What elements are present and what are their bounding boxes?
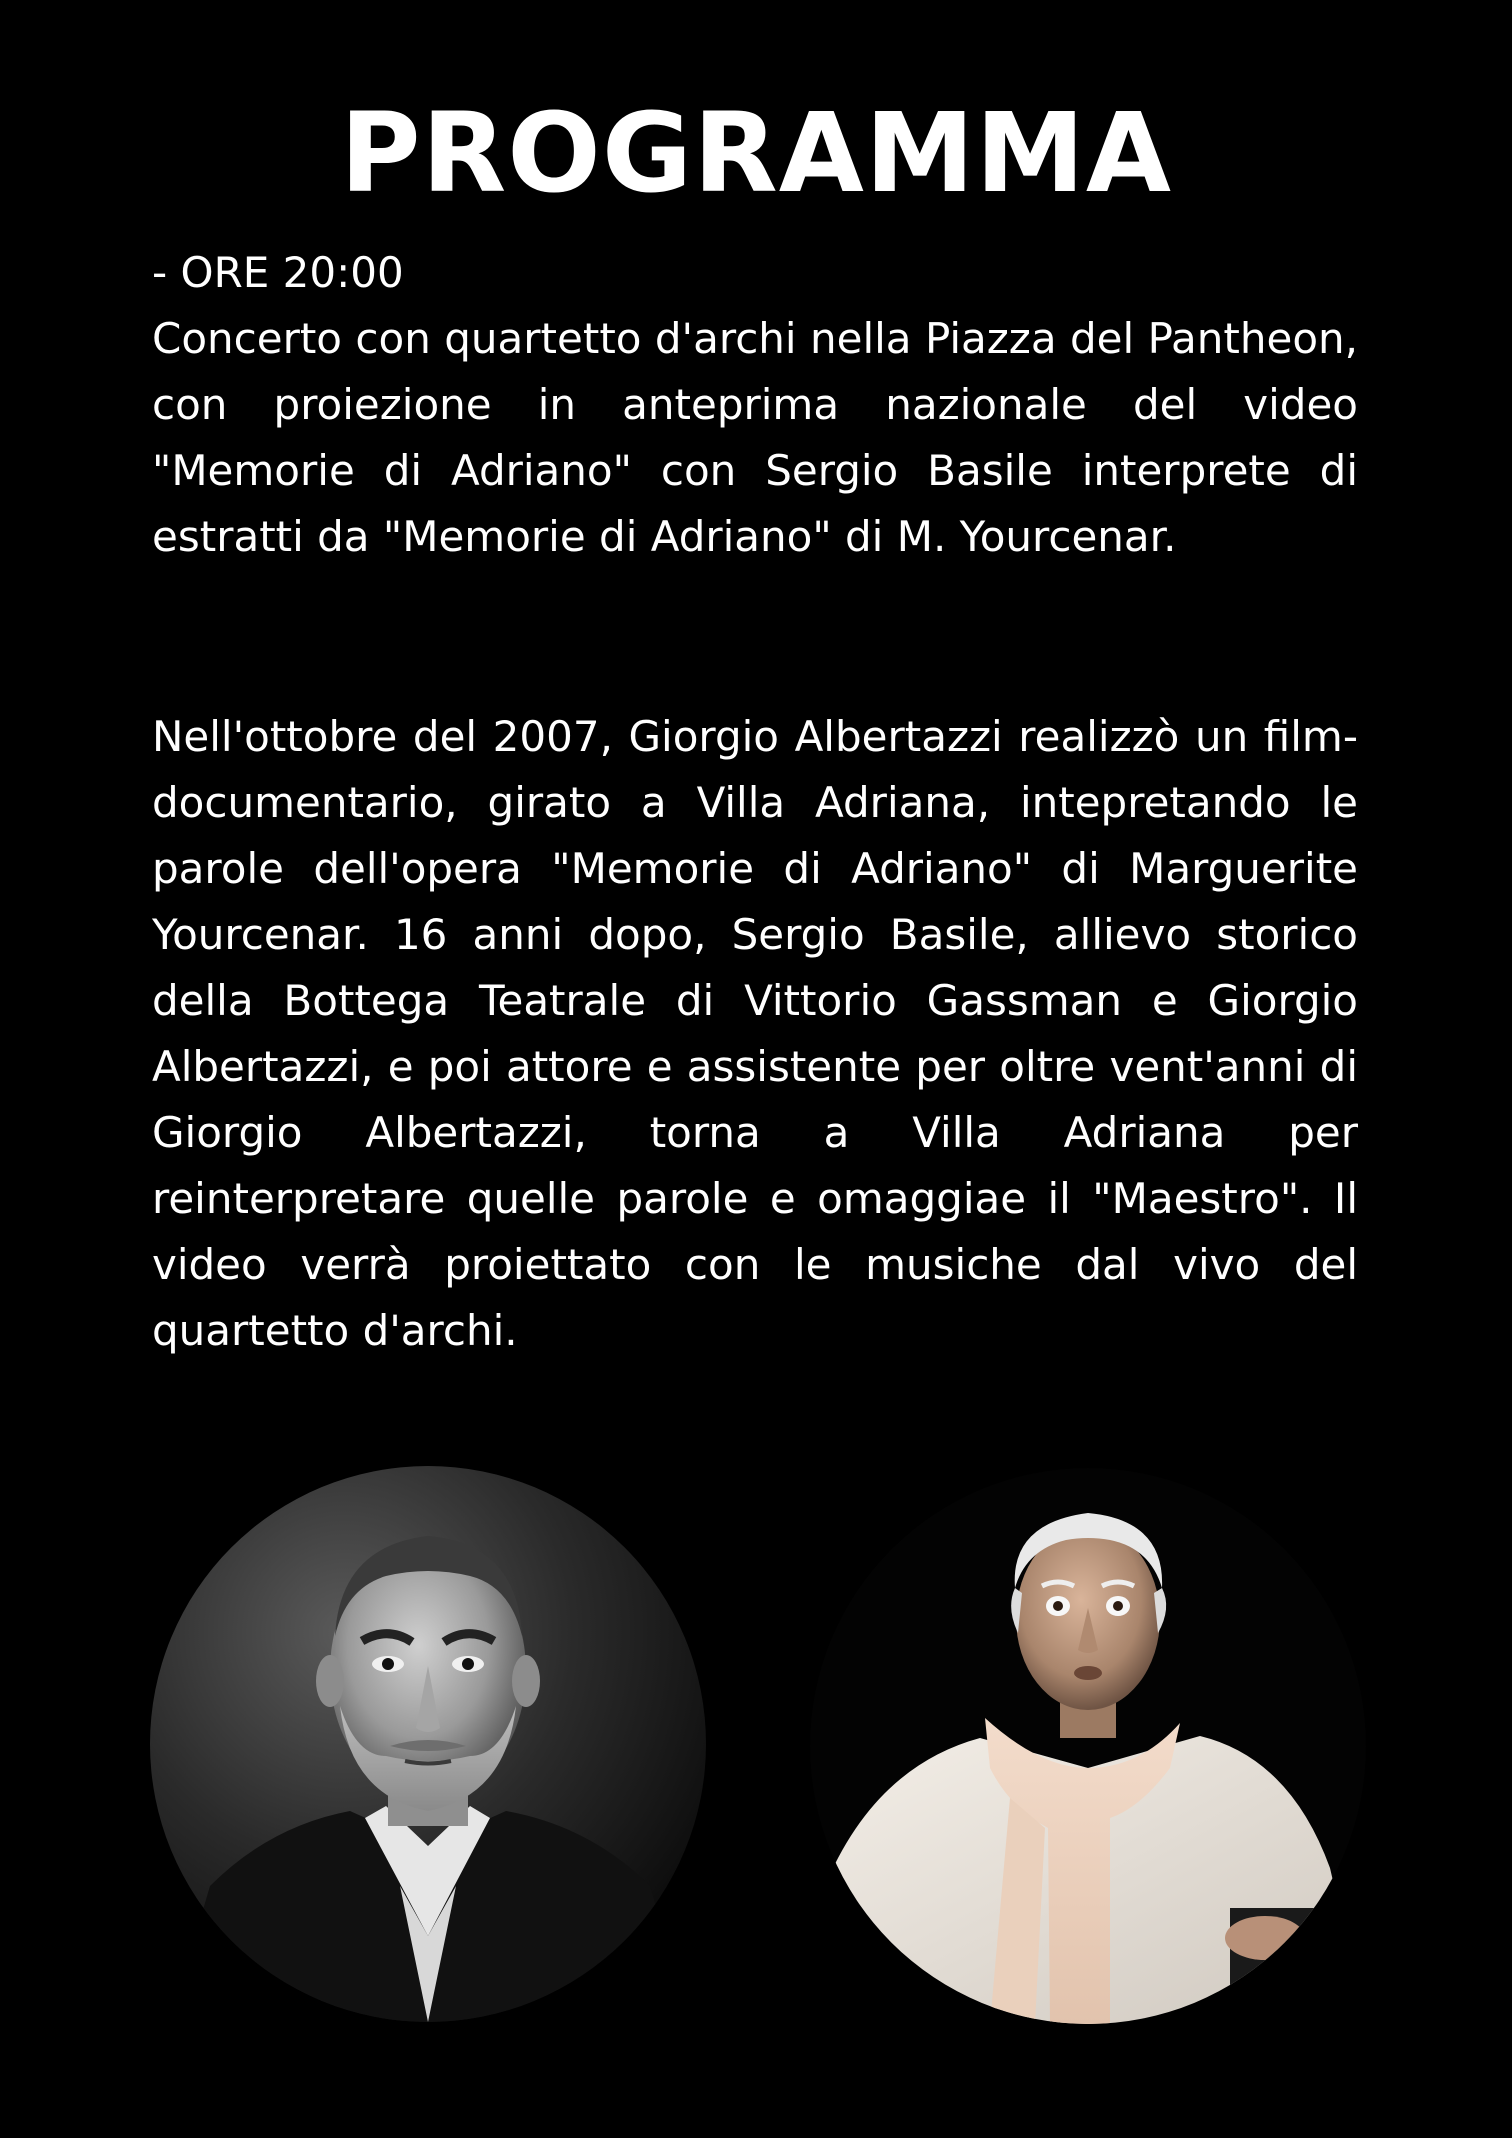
concert-description: Concerto con quartetto d'archi nella Piazza del Pantheon, con proiezione in anteprima nazionale del video "Memorie di Adriano" con Sergio Basile interprete di estratti da "Memorie di Adriano" di M. Yourcenar. [152,314,1358,561]
portrait-photo-right [810,1468,1366,2024]
documentary-description: Nell'ottobre del 2007, Giorgio Albertazzi realizzò un film-documentario, girato a Villa Adriana, intepretando le parole dell'opera "Memorie di Adriano" di Marguerite Yourcenar. 16 anni dopo, Sergio Basile, allievo storico della Bottega Teatrale di Vittorio Gassman e Giorgio Albertazzi, e poi attore e assistente per oltre vent'anni di Giorgio Albertazzi, torna a Villa Adriana per reinterpretare quelle parole e omaggiae il "Maestro". Il video verrà proiettato con le musiche dal vivo del quartetto d'archi. [152,712,1358,1355]
portrait-photo-left [150,1466,706,2022]
portrait-left-illustration [150,1466,706,2022]
page-title: PROGRAMMA [339,89,1172,217]
portrait-right-illustration [810,1468,1366,2024]
event-time: - ORE 20:00 [152,248,404,297]
